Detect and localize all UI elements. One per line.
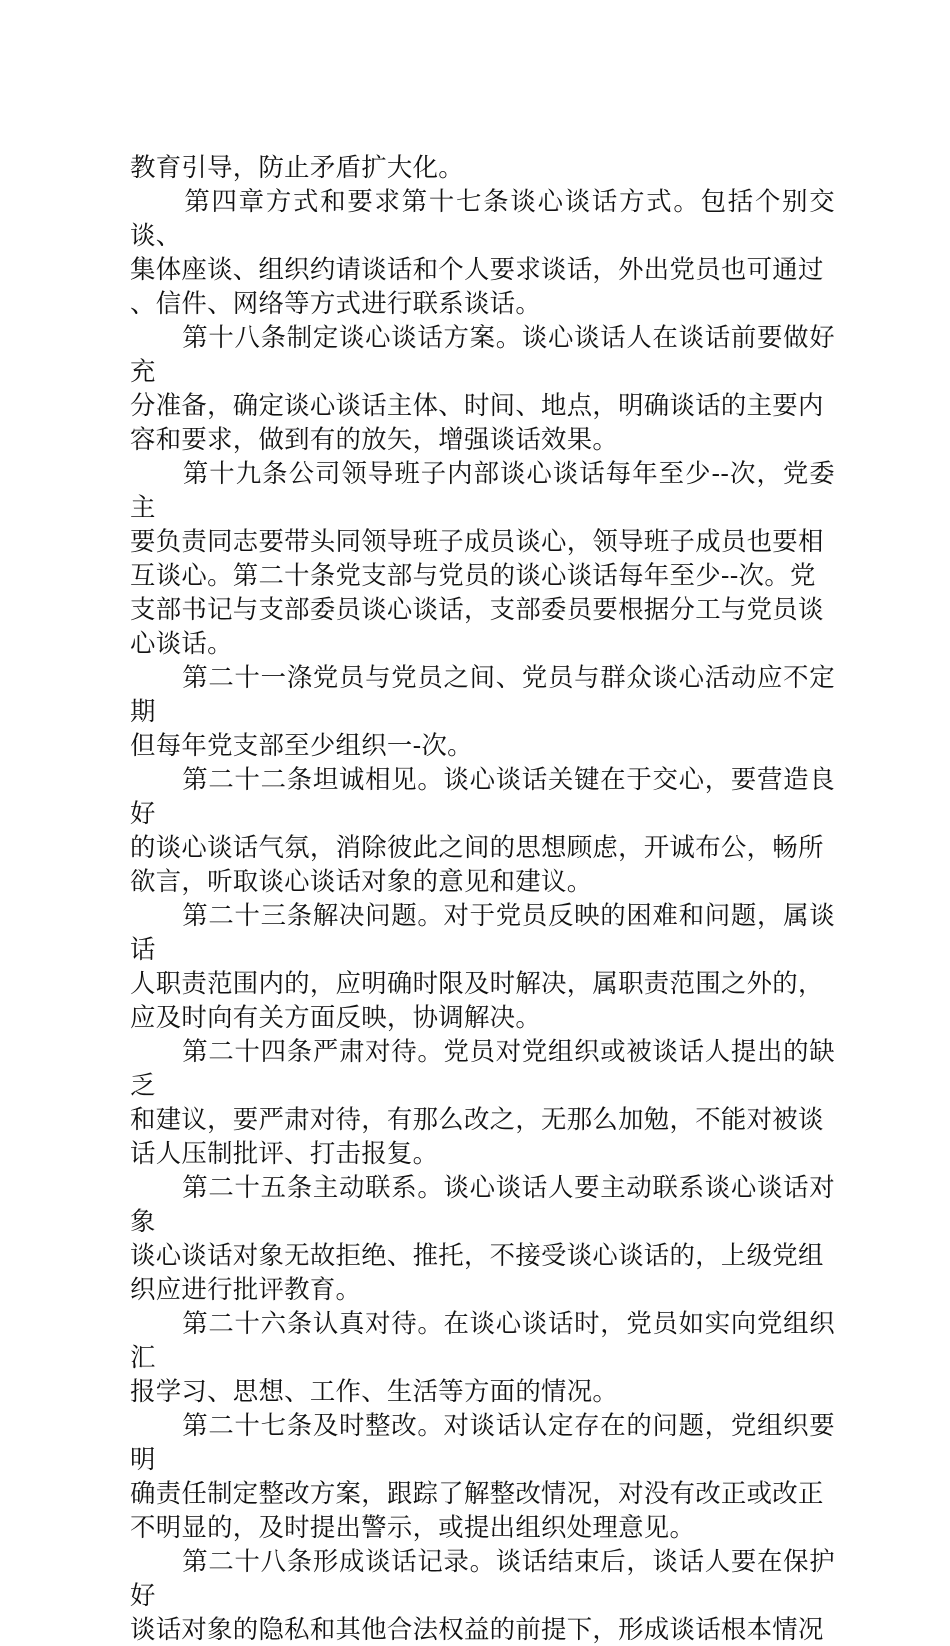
paragraph: 第十八条制定谈心谈话方案。谈心谈话人在谈话前要做好充 分准备，确定谈心谈话主体、时间、地点，明确谈话的主要内 容和要求，做到有的放矢，增强谈话效果。 [130, 322, 835, 454]
paragraph: 第十九条公司领导班子内部谈心谈话每年至少--次，党委主 要负责同志要带头同领导班子成员谈心，领导班子成员也要相 互谈心。第二十条党支部与党员的谈心谈话每年至少--次。党 支部书记与支部委员谈心谈话，支部委员要根据分工与党员谈 心谈话。 [130, 458, 835, 658]
paragraph: 第二十四条严肃对待。党员对党组织或被谈话人提出的缺乏 和建议，要严肃对待，有那么改之，无那么加勉，不能对被谈 话人压制批评、打击报复。 [130, 1036, 835, 1168]
document-body [130, 150, 835, 1646]
paragraph: 第二十二条坦诚相见。谈心谈话关键在于交心，要营造良好 的谈心谈话气氛，消除彼此之间的思想顾虑，开诚布公，畅所 欲言，听取谈心谈话对象的意见和建议。 [130, 764, 835, 896]
paragraph: 第二十八条形成谈话记录。谈话结束后，谈话人要在保护好 谈话对象的隐私和其他合法权益的前提下，形成谈话根本情况 [130, 1546, 835, 1644]
paragraph: 第二十五条主动联系。谈心谈话人要主动联系谈心谈话对象 谈心谈话对象无故拒绝、推托，不接受谈心谈话的，上级党组 织应进行批评教育。 [130, 1172, 835, 1304]
paragraph: 教育引导，防止矛盾扩大化。 [130, 152, 464, 182]
paragraph: 第二十三条解决问题。对于党员反映的困难和问题，属谈话 人职责范围内的，应明确时限及时解决，属职责范围之外的， 应及时向有关方面反映，协调解决。 [130, 900, 835, 1032]
paragraph: 第四章方式和要求第十七条谈心谈话方式。包括个别交谈、 集体座谈、组织约请谈话和个人要求谈话，外出党员也可通过 、信件、网络等方式进行联系谈话。 [130, 186, 835, 318]
paragraph: 第二十七条及时整改。对谈话认定存在的问题，党组织要明 确责任制定整改方案，跟踪了解整改情况，对没有改正或改正 不明显的，及时提出警示，或提出组织处理意见。 [130, 1410, 835, 1542]
paragraph: 第二十六条认真对待。在谈心谈话时，党员如实向党组织汇 报学习、思想、工作、生活等方面的情况。 [130, 1308, 835, 1406]
paragraph: 第二十一涤党员与党员之间、党员与群众谈心活动应不定期 但每年党支部至少组织一-次。 [130, 662, 835, 760]
